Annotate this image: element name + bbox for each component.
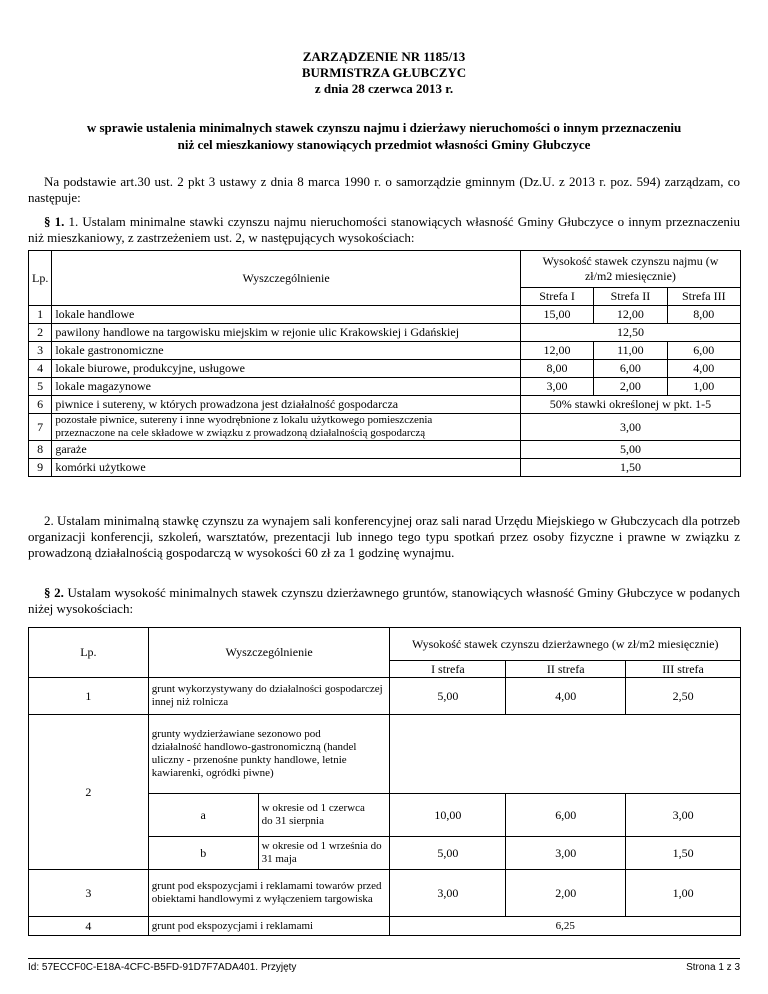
row-description: lokale gastronomiczne (52, 342, 521, 360)
row-lp: 4 (29, 360, 52, 378)
page-footer (28, 958, 740, 973)
rent-rates-table (28, 250, 741, 477)
row-description: grunt wykorzystywany do działalności gospodarczej innej niż rolnicza (148, 678, 390, 715)
row-lp: 1 (29, 678, 149, 715)
row-zone-2: 2,00 (506, 870, 626, 917)
header-zone-3: Strefa III (667, 288, 740, 306)
table-row (29, 396, 741, 414)
row-zone-3: 3,00 (626, 794, 741, 837)
section-2-mark: § 2. (44, 585, 64, 600)
row-description: lokale biurowe, produkcyjne, usługowe (52, 360, 521, 378)
row-zone-1: 3,00 (390, 870, 506, 917)
header-lp: Lp. (29, 251, 52, 306)
row-zone-1: 5,00 (390, 678, 506, 715)
subrow-label: a (148, 794, 258, 837)
row-zone-1: 15,00 (520, 306, 593, 324)
table-row (29, 678, 741, 715)
row-zone-1: 12,00 (520, 342, 593, 360)
row-lp: 2 (29, 324, 52, 342)
row-zone-1: 10,00 (390, 794, 506, 837)
row-zone-3: 1,00 (626, 870, 741, 917)
table-row (29, 414, 741, 441)
row-zone-3: 1,50 (626, 837, 741, 870)
header-zone-1: I strefa (390, 661, 506, 678)
subrow-description: w okresie od 1 czerwca do 31 sierpnia (258, 794, 390, 837)
legal-basis: Na podstawie art.30 ust. 2 pkt 3 ustawy z dnia 8 marca 1990 r. o samorządzie gminnym (Dz.U. z 2013 r. poz. 594) zarządzam, co następuje: (28, 174, 740, 205)
header-zone-1: Strefa I (520, 288, 593, 306)
subrow-label: b (148, 837, 258, 870)
section-1-text: 1. Ustalam minimalne stawki czynszu najmu nieruchomości stanowiących własność Gminy Głubczyce o innym przeznaczeniu niż mieszkaniowy, z zastrzeżeniem ust. 2, w następujących wysokościach: (28, 214, 740, 245)
row-zone-2: 6,00 (506, 794, 626, 837)
row-lp: 3 (29, 870, 149, 917)
row-lp: 3 (29, 342, 52, 360)
row-description: lokale handlowe (52, 306, 521, 324)
table-row (29, 870, 741, 917)
table-row (29, 459, 741, 477)
row-zone-3: 2,50 (626, 678, 741, 715)
table-row (29, 441, 741, 459)
row-lp: 6 (29, 396, 52, 414)
row-description: grunt pod ekspozycjami i reklamami (148, 917, 390, 936)
row-lp: 1 (29, 306, 52, 324)
table-row (29, 715, 741, 794)
row-description: garaże (52, 441, 521, 459)
header-rates: Wysokość stawek czynszu najmu (w zł/m2 miesięcznie) (520, 251, 740, 288)
section-1-mark: § 1. (44, 214, 65, 229)
row-zone-2: 2,00 (594, 378, 667, 396)
table-row (29, 917, 741, 936)
table-row (29, 306, 741, 324)
row-lp: 8 (29, 441, 52, 459)
row-zone-3: 8,00 (667, 306, 740, 324)
row-zone-2: 6,00 (594, 360, 667, 378)
subject-line-2: niż cel mieszkaniowy stanowiących przedmiot własności Gminy Głubczyce (177, 137, 591, 152)
row-description: komórki użytkowe (52, 459, 521, 477)
row-all-zones: 50% stawki określonej w pkt. 1-5 (520, 396, 740, 414)
header-zone-2: Strefa II (594, 288, 667, 306)
header-description: Wyszczególnienie (52, 251, 521, 306)
row-lp: 5 (29, 378, 52, 396)
row-description: piwnice i sutereny, w których prowadzona jest działalność gospodarcza (52, 396, 521, 414)
row-all-zones: 5,00 (520, 441, 740, 459)
row-lp: 9 (29, 459, 52, 477)
header-lp: Lp. (29, 628, 149, 678)
row-lp: 7 (29, 414, 52, 441)
row-description: pawilony handlowe na targowisku miejskim w rejonie ulic Krakowskiej i Gdańskiej (52, 324, 521, 342)
row-zone-1: 8,00 (520, 360, 593, 378)
header-description: Wyszczególnienie (148, 628, 390, 678)
table-header-row (29, 628, 741, 661)
section-1-paragraph-2: 2. Ustalam minimalną stawkę czynszu za wynajem sali konferencyjnej oraz sali narad Urzędu Miejskiego w Głubczycach dla potrzeb organizacji konferencji, szkoleń, warsztatów, prezentacji lub innego tego typu spotkań przez osoby fizyczne i prawne w związku z prowadzoną działalnością gospodarczą w wysokości 60 zł za 1 godzinę wynajmu. (28, 513, 740, 560)
row-description: grunt pod ekspozycjami i reklamami towarów przed obiektami handlowymi z wyłączeniem targowiska (148, 870, 390, 917)
row-description: lokale magazynowe (52, 378, 521, 396)
header-rates: Wysokość stawek czynszu dzierżawnego (w zł/m2 miesięcznie) (390, 628, 741, 661)
header-zone-3: III strefa (626, 661, 741, 678)
table-row (29, 324, 741, 342)
row-empty (390, 715, 741, 794)
row-zone-2: 12,00 (594, 306, 667, 324)
row-all-zones: 12,50 (520, 324, 740, 342)
table-row (29, 360, 741, 378)
page-number: Strona 1 z 3 (686, 962, 740, 973)
section-2-intro (28, 585, 740, 617)
document-issuer: BURMISTRZA GŁUBCZYC (301, 65, 467, 80)
row-all-zones: 3,00 (520, 414, 740, 441)
row-zone-1: 3,00 (520, 378, 593, 396)
row-description: grunty wydzierżawiane sezonowo pod działalność handlowo-gastronomiczną (handel uliczny - przenośne punkty handlowe, letnie kawiarenki, ogródki piwne) (148, 715, 390, 794)
row-description: pozostałe piwnice, sutereny i inne wyodrębnione z lokalu użytkowego pomieszczenia przeznaczone na cele składowe w związku z prowadzoną działalnością gospodarczą (52, 414, 521, 441)
row-lp: 2 (29, 715, 149, 870)
row-zone-3: 1,00 (667, 378, 740, 396)
document-title: ZARZĄDZENIE NR 1185/13 (302, 49, 466, 64)
section-2-text: Ustalam wysokość minimalnych stawek czynszu dzierżawnego gruntów, stanowiących własność Gminy Głubczyce w podanych niżej wysokościach: (28, 585, 741, 616)
section-1-intro (28, 214, 740, 246)
row-zone-2: 3,00 (506, 837, 626, 870)
row-lp: 4 (29, 917, 149, 936)
table-row (29, 378, 741, 396)
document-subject (40, 119, 728, 153)
header-zone-2: II strefa (506, 661, 626, 678)
table-row (29, 342, 741, 360)
row-zone-3: 4,00 (667, 360, 740, 378)
row-zone-2: 11,00 (594, 342, 667, 360)
lease-rates-table (28, 627, 741, 936)
subrow-description: w okresie od 1 września do 31 maja (258, 837, 390, 870)
document-date: z dnia 28 czerwca 2013 r. (314, 81, 454, 96)
row-all-zones: 6,25 (390, 917, 741, 936)
row-zone-3: 6,00 (667, 342, 740, 360)
row-zone-1: 5,00 (390, 837, 506, 870)
document-id: Id: 57ECCF0C-E18A-4CFC-B5FD-91D7F7ADA401. Przyjęty (28, 962, 297, 973)
subject-line-1: w sprawie ustalenia minimalnych stawek czynszu najmu i dzierżawy nieruchomości o innym przeznaczeniu (86, 120, 682, 135)
table-header-row (29, 251, 741, 288)
row-all-zones: 1,50 (520, 459, 740, 477)
row-zone-2: 4,00 (506, 678, 626, 715)
